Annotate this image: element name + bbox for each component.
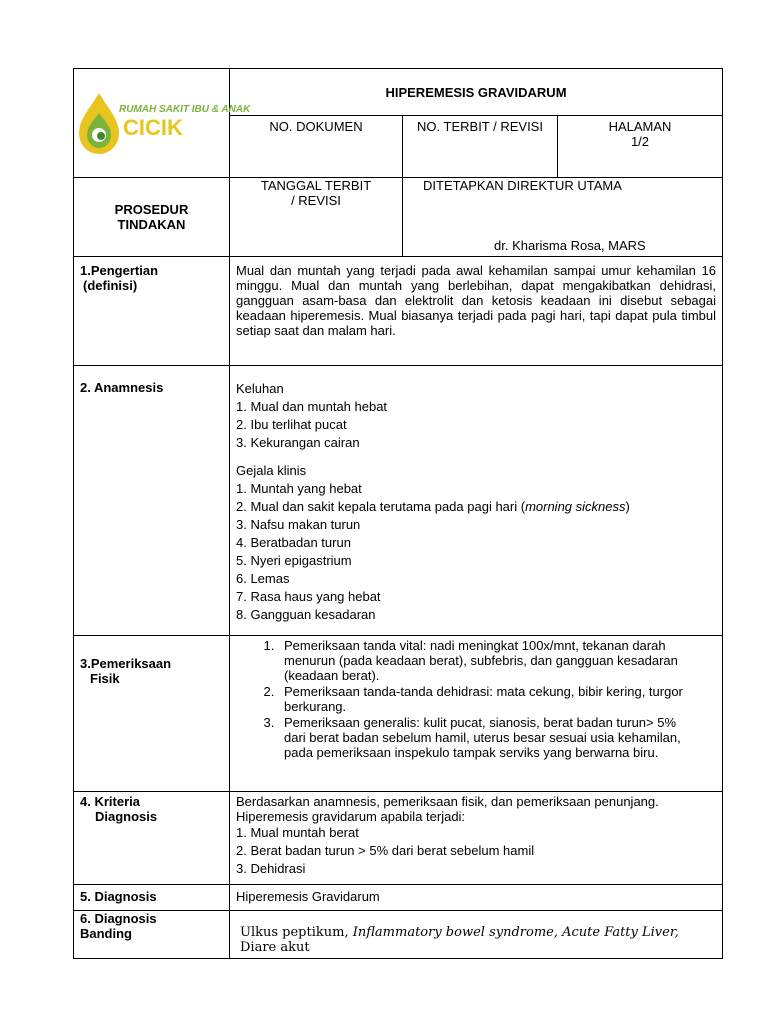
pengertian-sublabel: (definisi) [83,278,138,293]
kriteria-item: 1. Mual muntah berat [236,825,359,840]
prosedur-cell [74,178,230,257]
no-dokumen-label: NO. DOKUMEN [269,119,363,134]
kriteria-item: 2. Berat badan turun > 5% dari berat sebelum hamil [236,843,535,858]
pemeriksaan-list [230,638,698,760]
diagnosis-text: Hiperemesis Gravidarum [230,885,723,911]
keluhan-item: 2. Ibu terlihat pucat [236,417,347,432]
gejala-item: 5. Nyeri epigastrium [236,553,352,568]
document-title: HIPEREMESIS GRAVIDARUM [230,69,723,116]
prosedur-line-1: PROSEDUR [114,202,189,217]
halaman-label: HALAMAN [608,119,672,134]
keluhan-item: 1. Mual dan muntah hebat [236,399,388,414]
halaman-cell [558,116,723,178]
no-terbit-label: NO. TERBIT / REVISI [417,119,543,134]
signatory-name: dr. Kharisma Rosa, MARS [494,238,646,253]
no-terbit-cell [403,116,558,178]
banding-label-cell [74,911,230,959]
banding-sublabel: Banding [80,926,132,941]
banding-part-2: Inflammatory bowel syndrome, Acute Fatty Liver, [352,925,679,940]
pemeriksaan-sublabel: Fisik [90,671,120,686]
logo-text-main: CICIK [123,115,183,140]
gejala-2-suffix: ) [625,499,630,514]
diagnosis-label: 5. Diagnosis [74,885,230,911]
anamnesis-content [230,366,723,636]
pengertian-label-cell [74,257,230,366]
kriteria-label: 4. Kriteria [80,794,140,809]
banding-part-3: Diare akut [240,940,310,955]
gejala-item-morning [236,498,716,516]
gejala-title: Gejala klinis [236,463,307,478]
gejala-item: 3. Nafsu makan turun [236,517,361,532]
banding-content [230,911,723,959]
tanggal-terbit-label: TANGGAL TERBIT / REVISI [260,178,372,208]
gejala-item: 8. Gangguan kesadaran [236,607,376,622]
prosedur-line-2: TINDAKAN [117,217,186,232]
pemeriksaan-item: 2. Pemeriksaan tanda-tanda dehidrasi: mata cekung, bibir kering, turgor berkurang. [278,684,698,714]
gejala-item: 7. Rasa haus yang hebat [236,589,381,604]
gejala-item: 6. Lemas [236,571,290,586]
banding-part-1: Ulkus peptikum, [240,925,353,940]
keluhan-title: Keluhan [236,381,284,396]
ditetapkan-cell [403,178,723,257]
kriteria-item: 3. Dehidrasi [236,861,306,876]
pemeriksaan-item: 1. Pemeriksaan tanda vital: nadi meningkat 100x/mnt, tekanan darah menurun (pada keadaan berat), subfebris, dan gangguan kesadaran (keadaan berat). [278,638,698,683]
gejala-item: 4. Beratbadan turun [236,535,351,550]
gejala-2-italic: morning sickness [525,499,626,514]
ditetapkan-label: DITETAPKAN DIREKTUR UTAMA [423,178,622,193]
hospital-logo-icon [77,89,251,159]
kriteria-intro-1: Berdasarkan anamnesis, pemeriksaan fisik, dan pemeriksaan penunjang. [236,794,659,809]
kriteria-content [230,792,723,885]
tanggal-terbit-cell [230,178,403,257]
pemeriksaan-content [230,636,723,792]
halaman-value: 1/2 [630,134,650,149]
hospital-logo [74,69,251,177]
kriteria-label-cell [74,792,230,885]
logo-cell [74,69,251,178]
pengertian-text: Mual dan muntah yang terjadi pada awal kehamilan sampai umur kehamilan 16 minggu. Mual dan muntah yang berlebihan, dapat mengakibatkan dehidrasi, gangguan asam-basa dan elektrolit dan ketosis keadaan ini disebut sebagai keadaan hiperemesis. Mual biasanya terjadi pada pagi hari, tapi dapat pula timbul setiap saat dan malam hari. [230,257,723,366]
logo-text-top: RUMAH SAKIT IBU & ANAK [119,104,251,115]
kriteria-sublabel: Diagnosis [95,809,158,824]
pemeriksaan-label-cell [74,636,230,792]
gejala-2-prefix: 2. Mual dan sakit kepala terutama pada pagi hari ( [236,499,526,514]
pemeriksaan-label: 3.Pemeriksaan [80,656,172,671]
banding-label: 6. Diagnosis [80,911,157,926]
kriteria-intro-2: Hiperemesis gravidarum apabila terjadi: [236,809,466,824]
keluhan-item: 3. Kekurangan cairan [236,435,360,450]
gejala-item: 1. Muntah yang hebat [236,481,362,496]
sop-table [73,68,723,959]
anamnesis-label: 2. Anamnesis [74,366,230,636]
pengertian-label: 1.Pengertian [80,263,159,278]
pemeriksaan-item: 3. Pemeriksaan generalis: kulit pucat, sianosis, berat badan turun> 5% dari berat badan sebelum hamil, uterus besar sesuai usia kehamilan, pada pemeriksaan inspekulo tampak serviks yang berwarna biru. [278,715,698,760]
no-dokumen-cell [230,116,403,178]
